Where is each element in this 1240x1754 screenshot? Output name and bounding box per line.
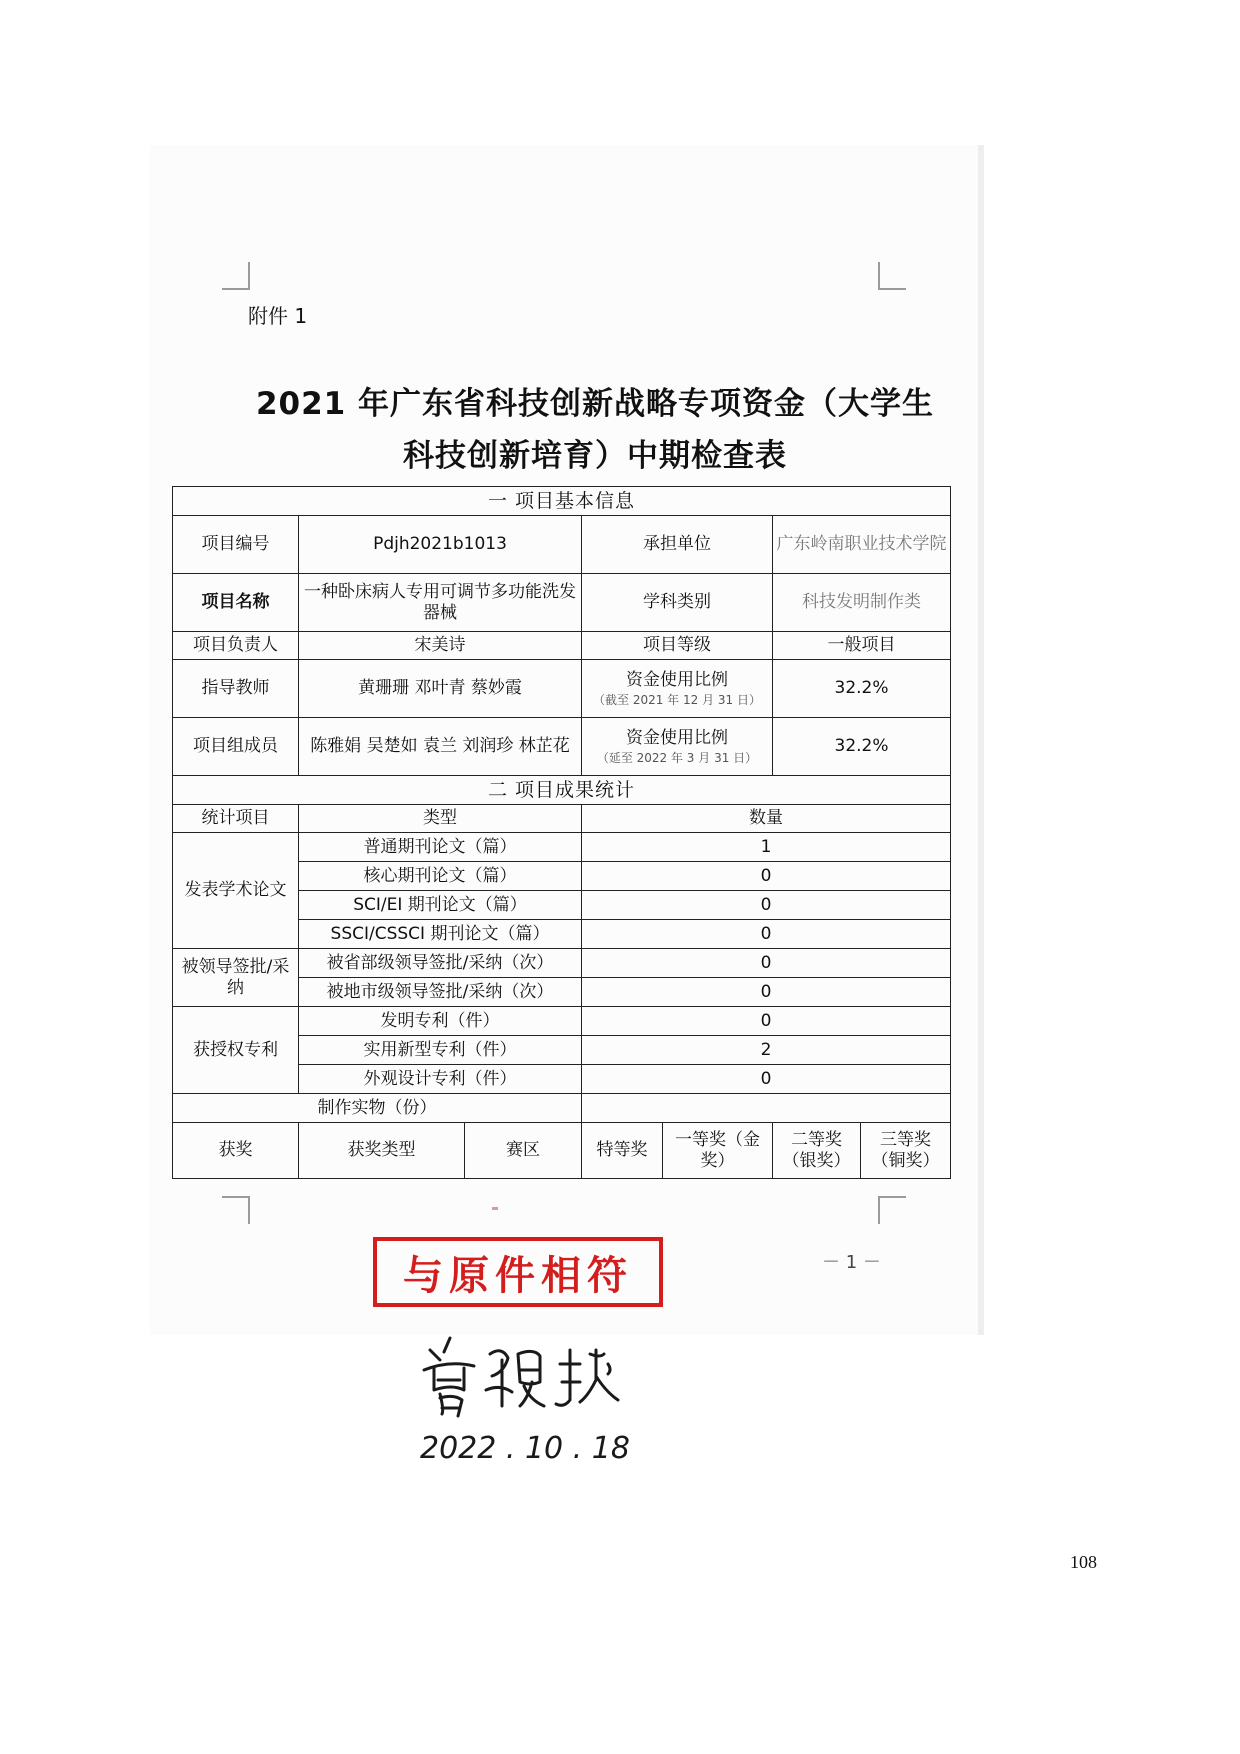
leader-value: 宋美诗: [299, 632, 582, 660]
project-number-value: Pdjh2021b1013: [299, 516, 582, 574]
signature-date: 2022 . 10 . 18: [420, 1431, 630, 1466]
crop-mark-top-left: [222, 262, 250, 290]
discipline-label: 学科类别: [582, 574, 773, 632]
table-row-count: 0: [582, 862, 951, 891]
section-results-heading: 二 项目成果统计: [173, 776, 951, 805]
table-row-count: 1: [582, 833, 951, 862]
crop-mark-bottom-left: [222, 1196, 250, 1224]
award-first-header: 一等奖（金奖）: [663, 1123, 773, 1179]
table-row-count: 2: [582, 1036, 951, 1065]
fund-ratio-1-cell: [582, 660, 773, 718]
award-third-header: 三等奖（铜奖）: [861, 1123, 951, 1179]
award-region-header: 赛区: [465, 1123, 582, 1179]
page-number: 108: [1070, 1552, 1097, 1572]
unit-label: 承担单位: [582, 516, 773, 574]
document-title-line1: 2021 年广东省科技创新战略专项资金（大学生: [255, 386, 935, 422]
table-row-type: 普通期刊论文（篇）: [299, 833, 582, 862]
level-label: 项目等级: [582, 632, 773, 660]
document-title-line2: 科技创新培育）中期检查表: [403, 438, 787, 474]
column-type-header: 类型: [299, 805, 582, 833]
table-row-count: 0: [582, 891, 951, 920]
table-row-type: 被省部级领导签批/采纳（次）: [299, 949, 582, 978]
inspection-form-table: [172, 486, 951, 1179]
objects-type: 制作实物（份）: [173, 1094, 582, 1123]
level-value: 一般项目: [773, 632, 951, 660]
table-row-type: 外观设计专利（件）: [299, 1065, 582, 1094]
fund-ratio-2-label: 资金使用比例: [626, 727, 728, 748]
table-row-count: 0: [582, 1007, 951, 1036]
table-row-type: SCI/EI 期刊论文（篇）: [299, 891, 582, 920]
table-row-type: SSCI/CSSCI 期刊论文（篇）: [299, 920, 582, 949]
table-row-count: 0: [582, 920, 951, 949]
adopted-label: 被领导签批/采纳: [173, 949, 299, 1007]
signature-name-strokes: [424, 1338, 618, 1416]
award-label: 获奖: [173, 1123, 299, 1179]
award-type-header: 获奖类型: [299, 1123, 465, 1179]
crop-mark-bottom-right: [878, 1196, 906, 1224]
stamp-text: 与原件相符: [403, 1252, 633, 1299]
crop-mark-top-right: [878, 262, 906, 290]
advisor-value: 黄珊珊 邓叶青 蔡妙霞: [299, 660, 582, 718]
scan-edge-shadow: [978, 145, 984, 1335]
column-item-header: 统计项目: [173, 805, 299, 833]
advisor-label: 指导教师: [173, 660, 299, 718]
fund-ratio-1-value: 32.2%: [773, 660, 951, 718]
section-basic-info-heading: 一 项目基本信息: [173, 487, 951, 516]
table-row-count: 0: [582, 978, 951, 1007]
objects-count: [582, 1094, 951, 1123]
leader-label: 项目负责人: [173, 632, 299, 660]
award-second-header: 二等奖（银奖）: [773, 1123, 861, 1179]
fund-ratio-1-note: （截至 2021 年 12 月 31 日）: [593, 693, 761, 707]
project-number-label: 项目编号: [173, 516, 299, 574]
table-row-type: 发明专利（件）: [299, 1007, 582, 1036]
stamp-speck: [492, 1207, 498, 1210]
table-row-type: 被地市级领导签批/采纳（次）: [299, 978, 582, 1007]
fund-ratio-1-label: 资金使用比例: [626, 669, 728, 690]
table-row-count: 0: [582, 949, 951, 978]
members-value: 陈雅娟 吴楚如 袁兰 刘润珍 林芷花: [299, 718, 582, 776]
unit-value: 广东岭南职业技术学院: [773, 516, 951, 574]
project-name-value: 一种卧床病人专用可调节多功能洗发器械: [299, 574, 582, 632]
papers-label: 发表学术论文: [173, 833, 299, 949]
award-special-header: 特等奖: [582, 1123, 663, 1179]
attachment-label: 附件 1: [248, 304, 308, 328]
table-row-type: 实用新型专利（件）: [299, 1036, 582, 1065]
fund-ratio-2-note: （延至 2022 年 3 月 31 日）: [596, 751, 758, 765]
handwritten-signature: [420, 1320, 680, 1470]
members-label: 项目组成员: [173, 718, 299, 776]
fund-ratio-2-cell: [582, 718, 773, 776]
fund-ratio-2-value: 32.2%: [773, 718, 951, 776]
column-count-header: 数量: [582, 805, 951, 833]
patents-label: 获授权专利: [173, 1007, 299, 1094]
project-name-label: 项目名称: [173, 574, 299, 632]
table-row-type: 核心期刊论文（篇）: [299, 862, 582, 891]
certified-copy-stamp: [373, 1237, 663, 1307]
table-row-count: 0: [582, 1065, 951, 1094]
inner-page-number: － 1 －: [822, 1252, 881, 1273]
discipline-value: 科技发明制作类: [773, 574, 951, 632]
